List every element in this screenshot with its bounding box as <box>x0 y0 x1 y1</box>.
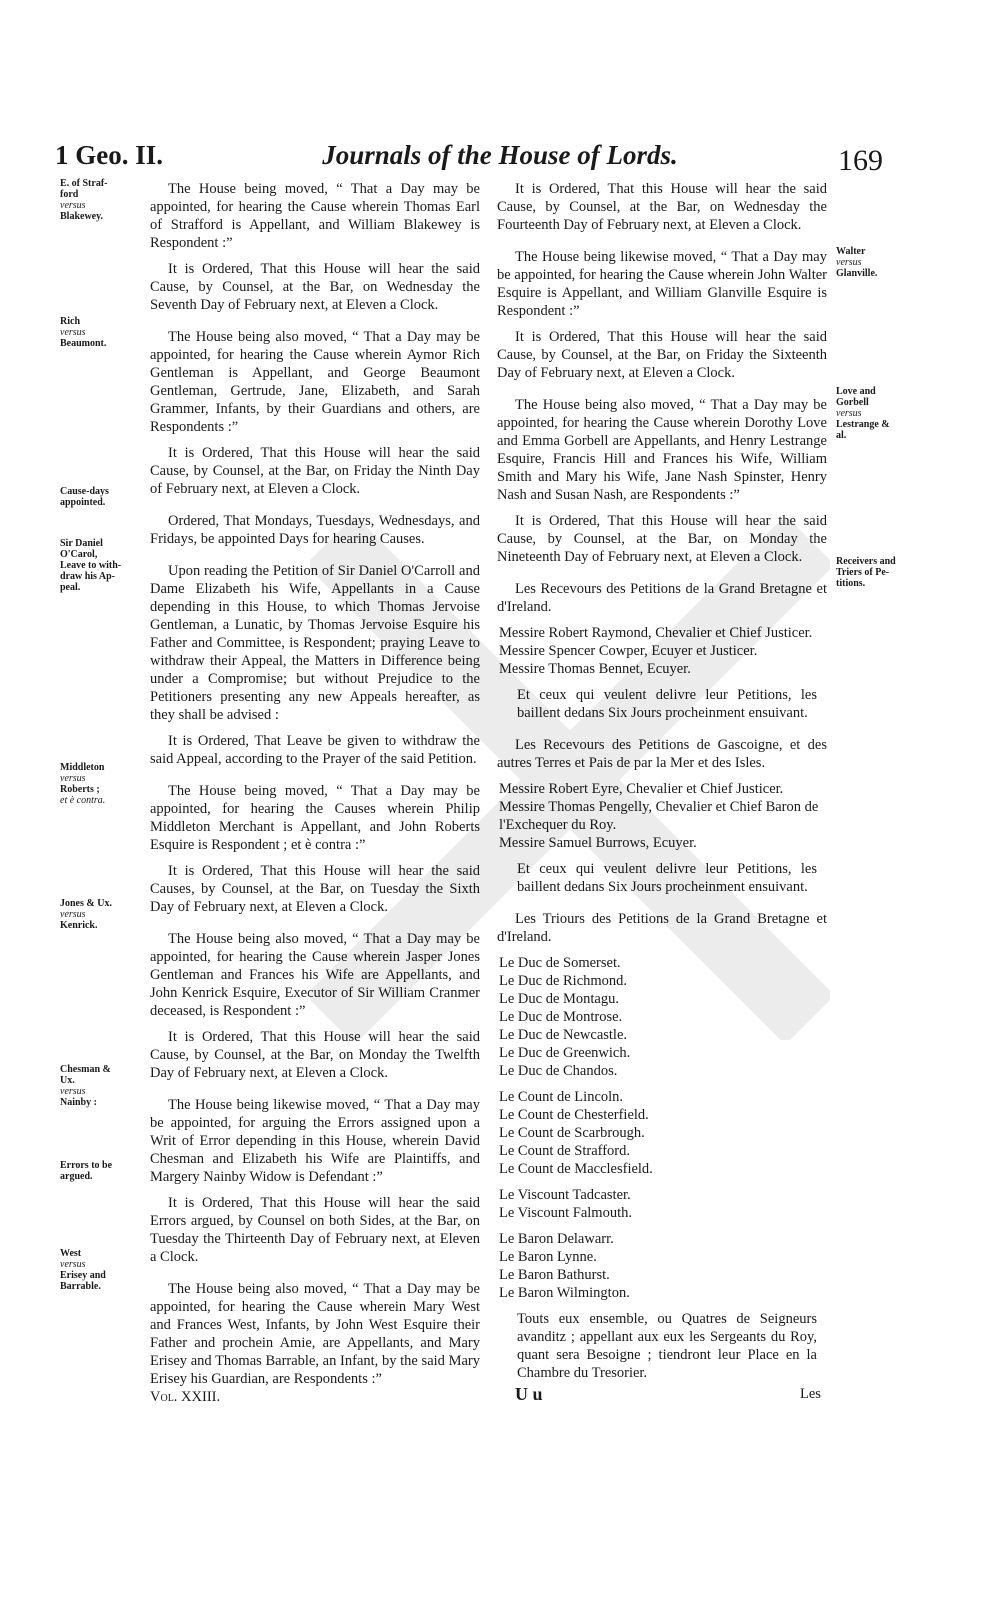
margin-line: E. of Straf- <box>60 178 108 189</box>
order-rich: It is Ordered, That this House will hear the said Cause, by Counsel, at the Bar, on Friday the Ninth Day of February next, at Eleven a Clock. <box>150 445 480 497</box>
margin-line: al. <box>836 430 847 441</box>
receiver-entry: Messire Robert Eyre, Chevalier et Chief Justicer. <box>499 781 784 797</box>
margin-line: O'Carol, <box>60 549 98 560</box>
margin-line: Kenrick. <box>60 920 98 931</box>
margin-line: versus <box>836 408 862 419</box>
petition-ocarol: Upon reading the Petition of Sir Daniel O'Carroll and Dame Elizabeth his Wife, Appellants in a Cause depending in this House, to which Thomas Jervoise Gentleman, a Lunatic, by Thomas Jervoise Esquire his Father and Committee, is Respondent; praying Leave to withdraw their Appeal, the Matters in Difference being under a Compromise; but without Prejudice to the Petitioners presenting any new Appeals hereafter, as they shall be advised : <box>150 563 480 723</box>
margin-line: Rich <box>60 316 80 327</box>
triers-barons <box>497 1230 827 1302</box>
motion-west: The House being also moved, “ That a Day may be appointed, for hearing the Cause wherein Mary West and Frances West, Infants, by John West Esquire their Father and prochein Amie, are Appellants, and Mary Erisey and Thomas Barrable, an Infant, by the said Mary Erisey his Guardian, are Respondents :” <box>150 1281 480 1387</box>
margin-line: Erisey and <box>60 1270 106 1281</box>
trier-entry: Le Duc de Greenwich. <box>499 1045 631 1061</box>
motion-chesman: The House being likewise moved, “ That a Day may be appointed, for arguing the Errors assigned upon a Writ of Error depending in this House, wherein David Chesman and Elizabeth his Wife are Plaintiffs, and Margery Nainby Widow is Defendant :” <box>150 1097 480 1185</box>
margin-line: versus <box>60 773 86 784</box>
receivers-note-1: Et ceux qui veulent delivre leur Petitions, les baillent dedans Six Jours procheinment ensuivant. <box>517 687 817 721</box>
triers-closing: Touts eux ensemble, ou Quatres de Seigneurs avanditz ; appellant aux eux les Sergeants du Roy, quant sera Besoigne ; tiendront leur Place en la Chambre du Tresorier. <box>517 1311 817 1381</box>
motion-jones: The House being also moved, “ That a Day may be appointed, for hearing the Cause wherein Jasper Jones Gentleman and Frances his Wife are Appellants, and John Kenrick Esquire, Executor of Sir William Cranmer deceased, is Respondent :” <box>150 931 480 1019</box>
margin-line: versus <box>60 200 86 211</box>
motion-middleton: The House being moved, “ That a Day may be appointed, for hearing the Causes wherein Philip Middleton Merchant is Appellant, and John Roberts Esquire is Respondent ; et è contra :” <box>150 783 480 853</box>
margin-line: Barrable. <box>60 1281 101 1292</box>
margin-line: ford <box>60 189 79 200</box>
margin-note-rich <box>60 316 140 349</box>
margin-line: Sir Daniel <box>60 538 103 549</box>
trier-entry: Le Duc de Montagu. <box>499 991 619 1007</box>
trier-entry: Le Duc de Newcastle. <box>499 1027 628 1043</box>
trier-entry: Le Duc de Somerset. <box>499 955 621 971</box>
margin-note-chesman <box>60 1064 140 1108</box>
margin-line: Jones & Ux. <box>60 898 112 909</box>
trier-entry: Le Baron Lynne. <box>499 1249 597 1265</box>
trier-entry: Le Count de Strafford. <box>499 1143 631 1159</box>
margin-line: Walter <box>836 246 866 257</box>
motion-strafford: The House being moved, “ That a Day may be appointed, for hearing the Cause wherein Thomas Earl of Strafford is Appellant, and William Blakewey is Respondent :” <box>150 181 480 251</box>
triers-counts <box>497 1088 827 1178</box>
margin-line: versus <box>60 327 86 338</box>
margin-line: versus <box>60 909 86 920</box>
margin-line: Ux. <box>60 1075 75 1086</box>
trier-entry: Le Duc de Chandos. <box>499 1063 618 1079</box>
order-walter: It is Ordered, That this House will hear the said Cause, by Counsel, at the Bar, on Friday the Sixteenth Day of February next, at Eleven a Clock. <box>497 329 827 381</box>
right-column <box>497 180 827 1382</box>
trier-entry: Le Baron Delawarr. <box>499 1231 614 1247</box>
motion-walter: The House being likewise moved, “ That a Day may be appointed, for hearing the Cause wherein John Walter Esquire is Appellant, and William Glanville Esquire is Respondent :” <box>497 249 827 319</box>
margin-line: Love and <box>836 386 876 397</box>
margin-note-jones <box>60 898 140 931</box>
trier-entry: Le Count de Chesterfield. <box>499 1107 649 1123</box>
trier-entry: Le Count de Scarbrough. <box>499 1125 645 1141</box>
page-number: 169 <box>838 144 883 177</box>
order-errors: It is Ordered, That this House will hear the said Errors argued, by Counsel on both Sides, at the Bar, on Tuesday the Thirteenth Day of February next, at Eleven a Clock. <box>150 1195 480 1265</box>
margin-line: versus <box>60 1086 86 1097</box>
receiver-entry: Messire Spencer Cowper, Ecuyer et Justicer. <box>499 643 758 659</box>
receiver-entry: Messire Thomas Bennet, Ecuyer. <box>499 661 691 677</box>
margin-line: Gorbell <box>836 397 869 408</box>
trier-entry: Le Count de Macclesfield. <box>499 1161 653 1177</box>
margin-line: argued. <box>60 1171 93 1182</box>
order-jones: It is Ordered, That this House will hear the said Cause, by Counsel, at the Bar, on Monday the Twelfth Day of February next, at Eleven a Clock. <box>150 1029 480 1081</box>
order-continued: It is Ordered, That this House will hear the said Cause, by Counsel, at the Bar, on Wednesday the Fourteenth Day of February next, at Eleven a Clock. <box>497 181 827 233</box>
order-ocarol: It is Ordered, That Leave be given to withdraw the said Appeal, according to the Prayer of the said Petition. <box>150 733 480 767</box>
margin-note-love <box>836 386 916 441</box>
order-strafford: It is Ordered, That this House will hear the said Cause, by Counsel, at the Bar, on Wednesday the Seventh Day of February next, at Eleven a Clock. <box>150 261 480 313</box>
margin-line: titions. <box>836 578 866 589</box>
margin-note-west <box>60 1248 140 1292</box>
order-cause-days: Ordered, That Mondays, Tuesdays, Wednesdays, and Fridays, be appointed Days for hearing Causes. <box>150 513 480 547</box>
margin-note-walter <box>836 246 916 279</box>
margin-line: Nainby : <box>60 1097 97 1108</box>
margin-line: Beaumont. <box>60 338 107 349</box>
triers-heading: Les Triours des Petitions de la Grand Bretagne et d'Ireland. <box>497 911 827 945</box>
receivers-note-2: Et ceux qui veulent delivre leur Petitions, les baillent dedans Six Jours procheinment ensuivant. <box>517 861 817 895</box>
regnal-year: 1 Geo. II. <box>55 140 163 170</box>
catchword: Les <box>800 1386 821 1402</box>
left-column <box>150 180 480 1406</box>
trier-entry: Le Count de Lincoln. <box>499 1089 624 1105</box>
margin-line: Receivers and <box>836 556 896 567</box>
receivers-heading-britain: Les Recevours des Petitions de la Grand Bretagne et d'Ireland. <box>497 581 827 615</box>
margin-line: Triers of Pe- <box>836 567 890 578</box>
journal-title: Journals of the House of Lords. <box>322 140 678 170</box>
trier-entry: Le Duc de Richmond. <box>499 973 628 989</box>
triers-viscounts <box>497 1186 827 1222</box>
margin-line: Chesman & <box>60 1064 111 1075</box>
trier-entry: Le Baron Wilmington. <box>499 1285 630 1301</box>
trier-entry: Le Baron Bathurst. <box>499 1267 610 1283</box>
margin-line: Cause-days <box>60 486 109 497</box>
margin-line: peal. <box>60 582 81 593</box>
margin-line: versus <box>836 257 862 268</box>
margin-note-strafford <box>60 178 140 222</box>
margin-line: West <box>60 1248 82 1259</box>
margin-line: Glanville. <box>836 268 878 279</box>
margin-line: versus <box>60 1259 86 1270</box>
trier-entry: Le Viscount Falmouth. <box>499 1205 632 1221</box>
margin-note-errors <box>60 1160 140 1182</box>
margin-line: Roberts ; <box>60 784 100 795</box>
receiver-entry: Messire Robert Raymond, Chevalier et Chief Justicer. <box>499 625 813 641</box>
trier-entry: Le Viscount Tadcaster. <box>499 1187 631 1203</box>
signature-mark: U u <box>515 1384 543 1404</box>
triers-dukes <box>497 954 827 1080</box>
margin-note-receivers <box>836 556 916 589</box>
page-header <box>0 140 992 180</box>
margin-line: et è contra. <box>60 795 106 806</box>
margin-line: Blakewey. <box>60 211 104 222</box>
motion-rich: The House being also moved, “ That a Day may be appointed, for hearing the Cause wherein Aymor Rich Gentleman is Appellant, and George Beaumont Gentleman, Gertrude, Jane, Elizabeth, and Sarah Grammer, Infants, by their Guardians and others, are Respondents :” <box>150 329 480 435</box>
order-middleton: It is Ordered, That this House will hear the said Causes, by Counsel, at the Bar, on Tuesday the Sixth Day of February next, at Eleven a Clock. <box>150 863 480 915</box>
motion-love: The House being also moved, “ That a Day may be appointed, for hearing the Cause wherein Dorothy Love and Emma Gorbell are Appellants, and Henry Lestrange Esquire, Francis Hill and Frances his Wife, William Smith and Mary his Wife, Jane Nash Spinster, Henry Nash and Susan Nash, are Respondents :” <box>497 397 827 503</box>
receiver-entry: Messire Thomas Pengelly, Chevalier et Chief Baron de l'Exchequer du Roy. <box>499 799 819 833</box>
margin-note-middleton <box>60 762 140 806</box>
margin-line: draw his Ap- <box>60 571 116 582</box>
margin-note-ocarol <box>60 538 140 593</box>
receivers-heading-gascony: Les Recevours des Petitions de Gascoigne, et des autres Terres et Pais de par la Mer et des Isles. <box>497 737 827 771</box>
trier-entry: Le Duc de Montrose. <box>499 1009 623 1025</box>
volume-signature: Vol. XXIII. <box>150 1389 221 1405</box>
margin-line: Leave to with- <box>60 560 122 571</box>
margin-line: Lestrange & <box>836 419 890 430</box>
margin-line: Middleton <box>60 762 105 773</box>
margin-note-cause-days <box>60 486 140 508</box>
receiver-entry: Messire Samuel Burrows, Ecuyer. <box>499 835 697 851</box>
order-love: It is Ordered, That this House will hear the said Cause, by Counsel, at the Bar, on Monday the Nineteenth Day of February next, at Eleven a Clock. <box>497 513 827 565</box>
margin-line: Errors to be <box>60 1160 113 1171</box>
margin-line: appointed. <box>60 497 106 508</box>
